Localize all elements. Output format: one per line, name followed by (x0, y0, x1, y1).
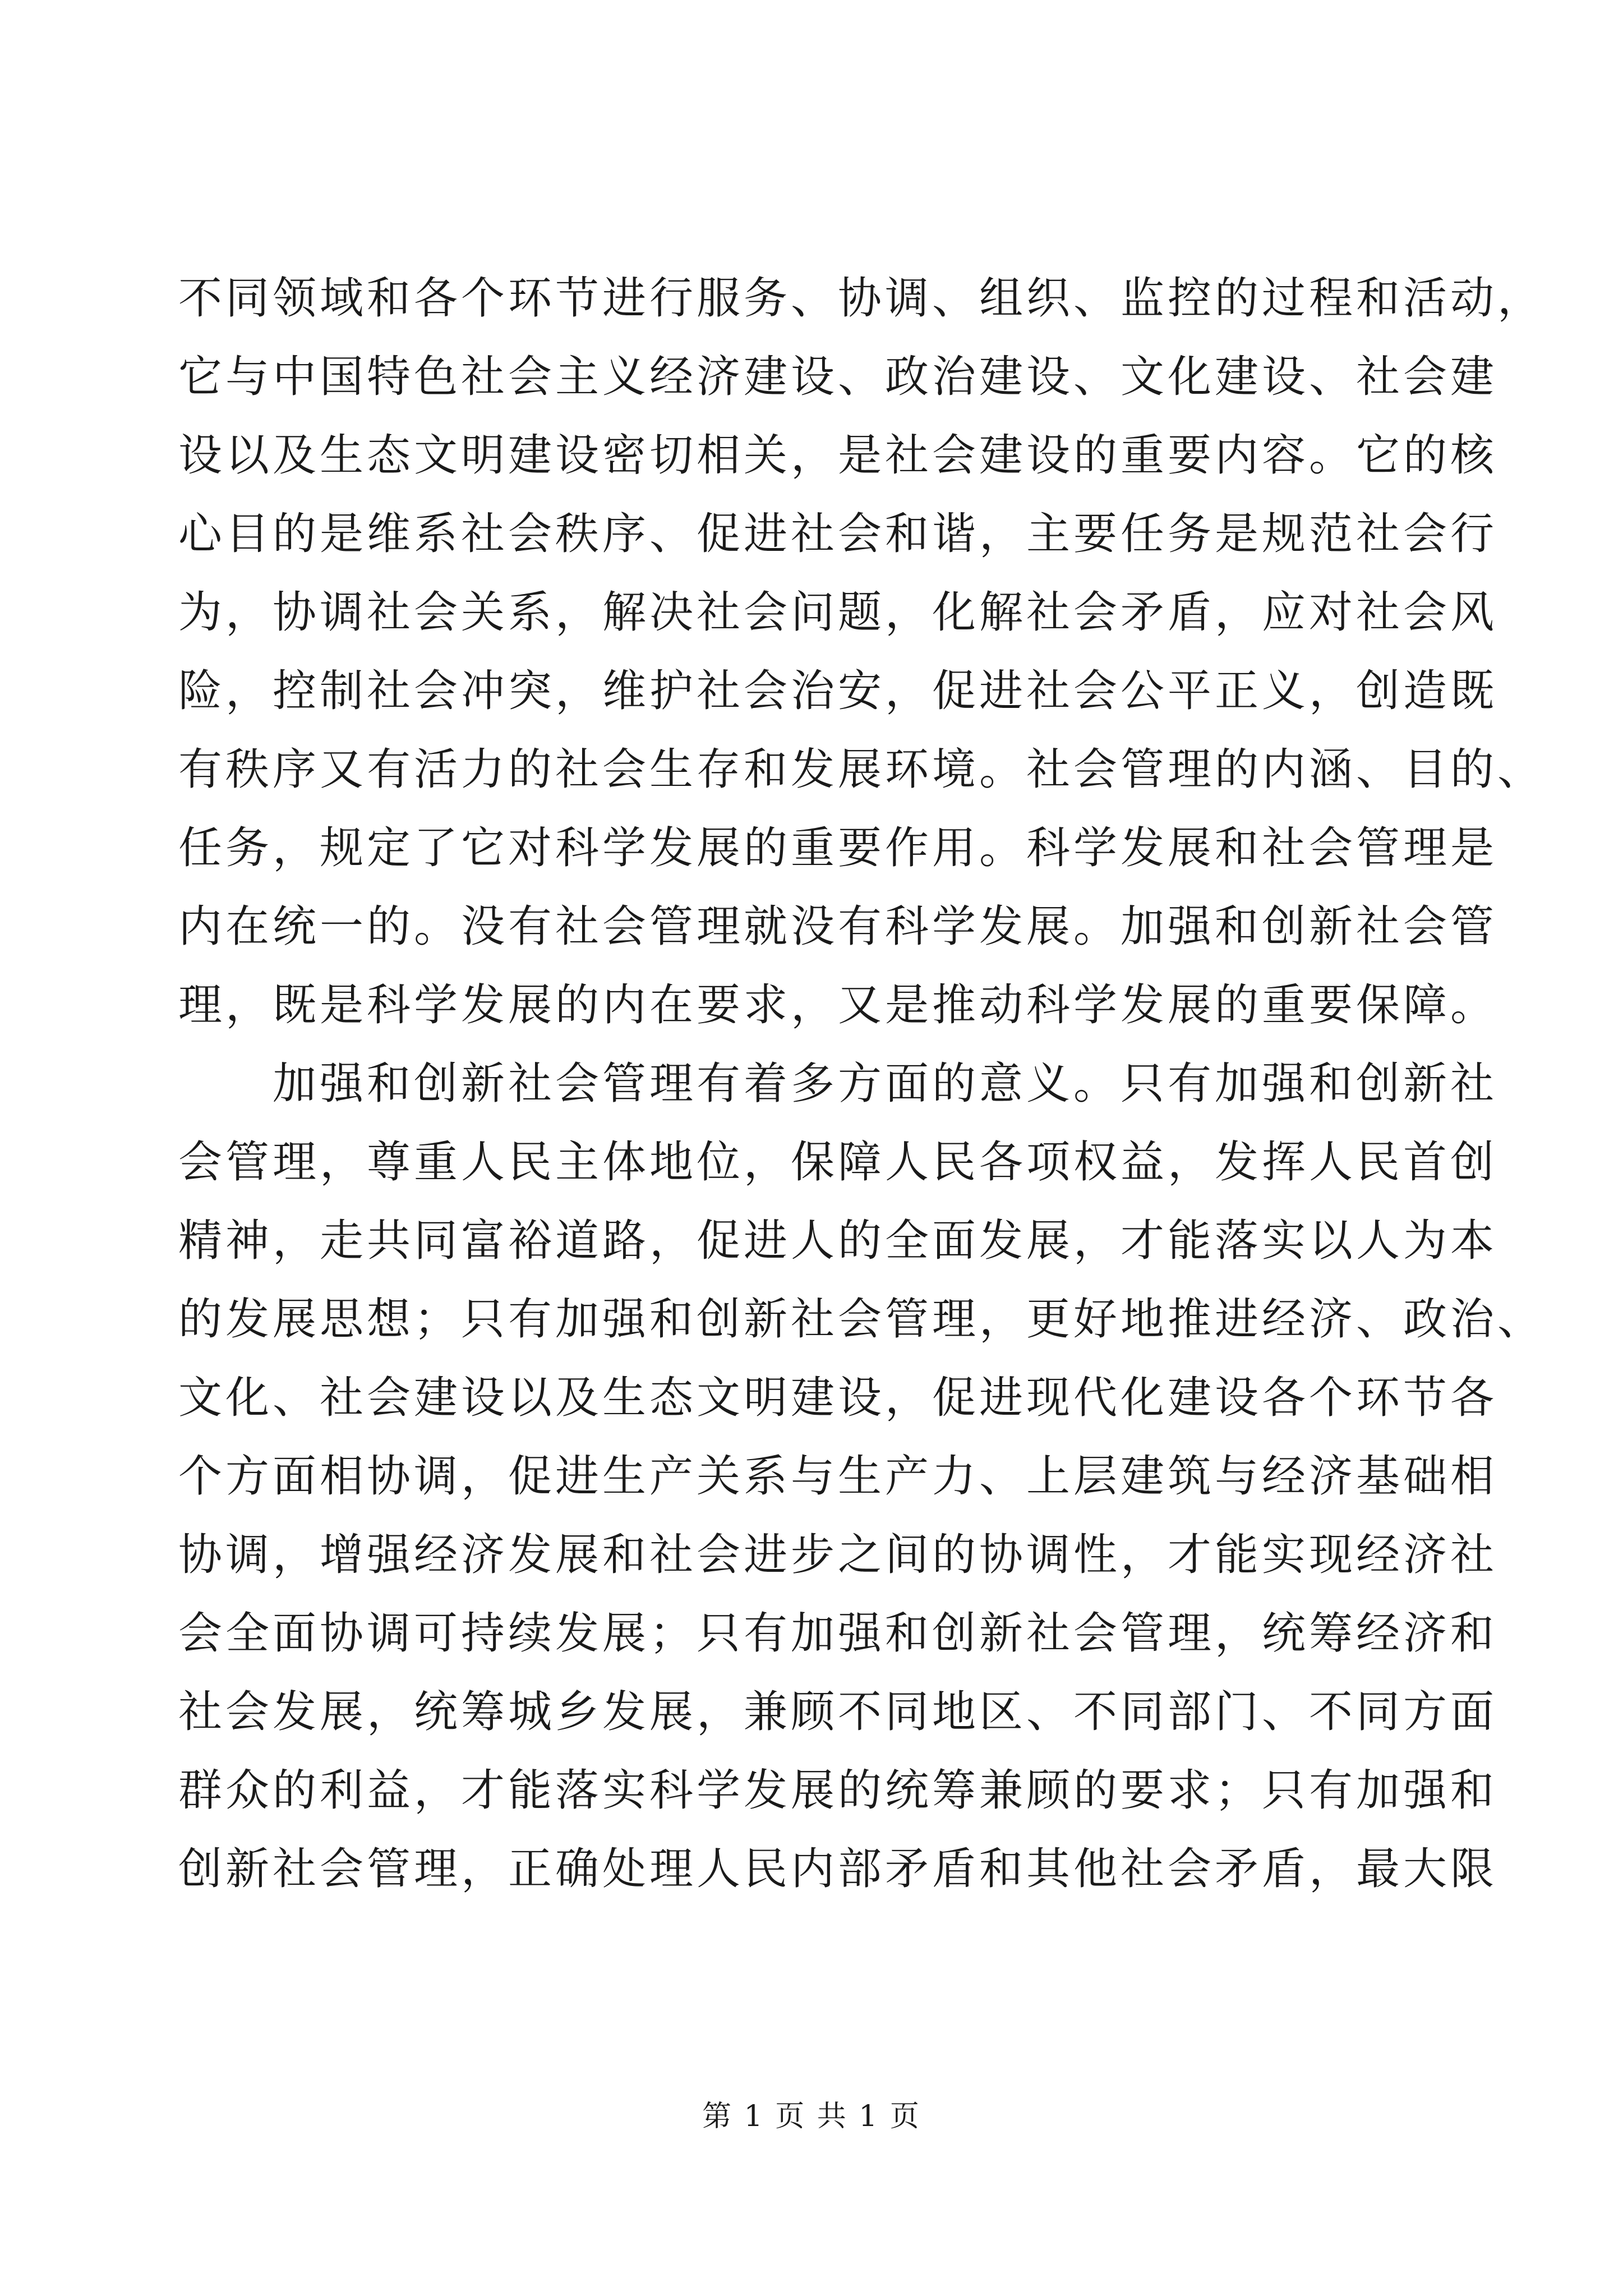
text-line: 任务，规定了它对科学发展的重要作用。科学发展和社会管理是 (178, 823, 1498, 873)
text-line: 内在统一的。没有社会管理就没有科学发展。加强和创新社会管 (178, 901, 1498, 952)
text-line: 文化、社会建设以及生态文明建设，促进现代化建设各个环节各 (178, 1373, 1498, 1423)
text-line: 会全面协调可持续发展；只有加强和创新社会管理，统筹经济和 (178, 1608, 1498, 1659)
text-line: 创新社会管理，正确处理人民内部矛盾和其他社会矛盾，最大限 (178, 1844, 1498, 1894)
text-line: 精神，走共同富裕道路，促进人的全面发展，才能落实以人为本 (178, 1216, 1498, 1266)
text-line: 社会发展，统筹城乡发展，兼顾不同地区、不同部门、不同方面 (178, 1687, 1498, 1737)
paragraph-start-line: 加强和创新社会管理有着多方面的意义。只有加强和创新社 (178, 1059, 1498, 1109)
page-number-footer: 第 1 页 共 1 页 (702, 2100, 921, 2133)
text-line: 协调，增强经济发展和社会进步之间的协调性，才能实现经济社 (178, 1530, 1498, 1580)
text-line: 理，既是科学发展的内在要求，又是推动科学发展的重要保障。 (178, 980, 1498, 1030)
text-line: 为，协调社会关系，解决社会问题，化解社会矛盾，应对社会风 (178, 587, 1498, 638)
text-line: 群众的利益，才能落实科学发展的统筹兼顾的要求；只有加强和 (178, 1765, 1498, 1816)
text-line: 险，控制社会冲突，维护社会治安，促进社会公平正义，创造既 (178, 666, 1498, 716)
text-line: 不同领域和各个环节进行服务、协调、组织、监控的过程和活动， (178, 273, 1545, 324)
text-line: 它与中国特色社会主义经济建设、政治建设、文化建设、社会建 (178, 352, 1498, 402)
text-line: 心目的是维系社会秩序、促进社会和谐，主要任务是规范社会行 (178, 509, 1498, 559)
text-line: 的发展思想；只有加强和创新社会管理，更好地推进经济、政治、 (178, 1294, 1545, 1345)
text-line: 会管理，尊重人民主体地位，保障人民各项权益，发挥人民首创 (178, 1137, 1498, 1188)
text-line: 个方面相协调，促进生产关系与生产力、上层建筑与经济基础相 (178, 1451, 1498, 1502)
text-line: 设以及生态文明建设密切相关，是社会建设的重要内容。它的核 (178, 430, 1498, 481)
body-text (178, 259, 1545, 1908)
text-line: 有秩序又有活力的社会生存和发展环境。社会管理的内涵、目的、 (178, 744, 1545, 795)
